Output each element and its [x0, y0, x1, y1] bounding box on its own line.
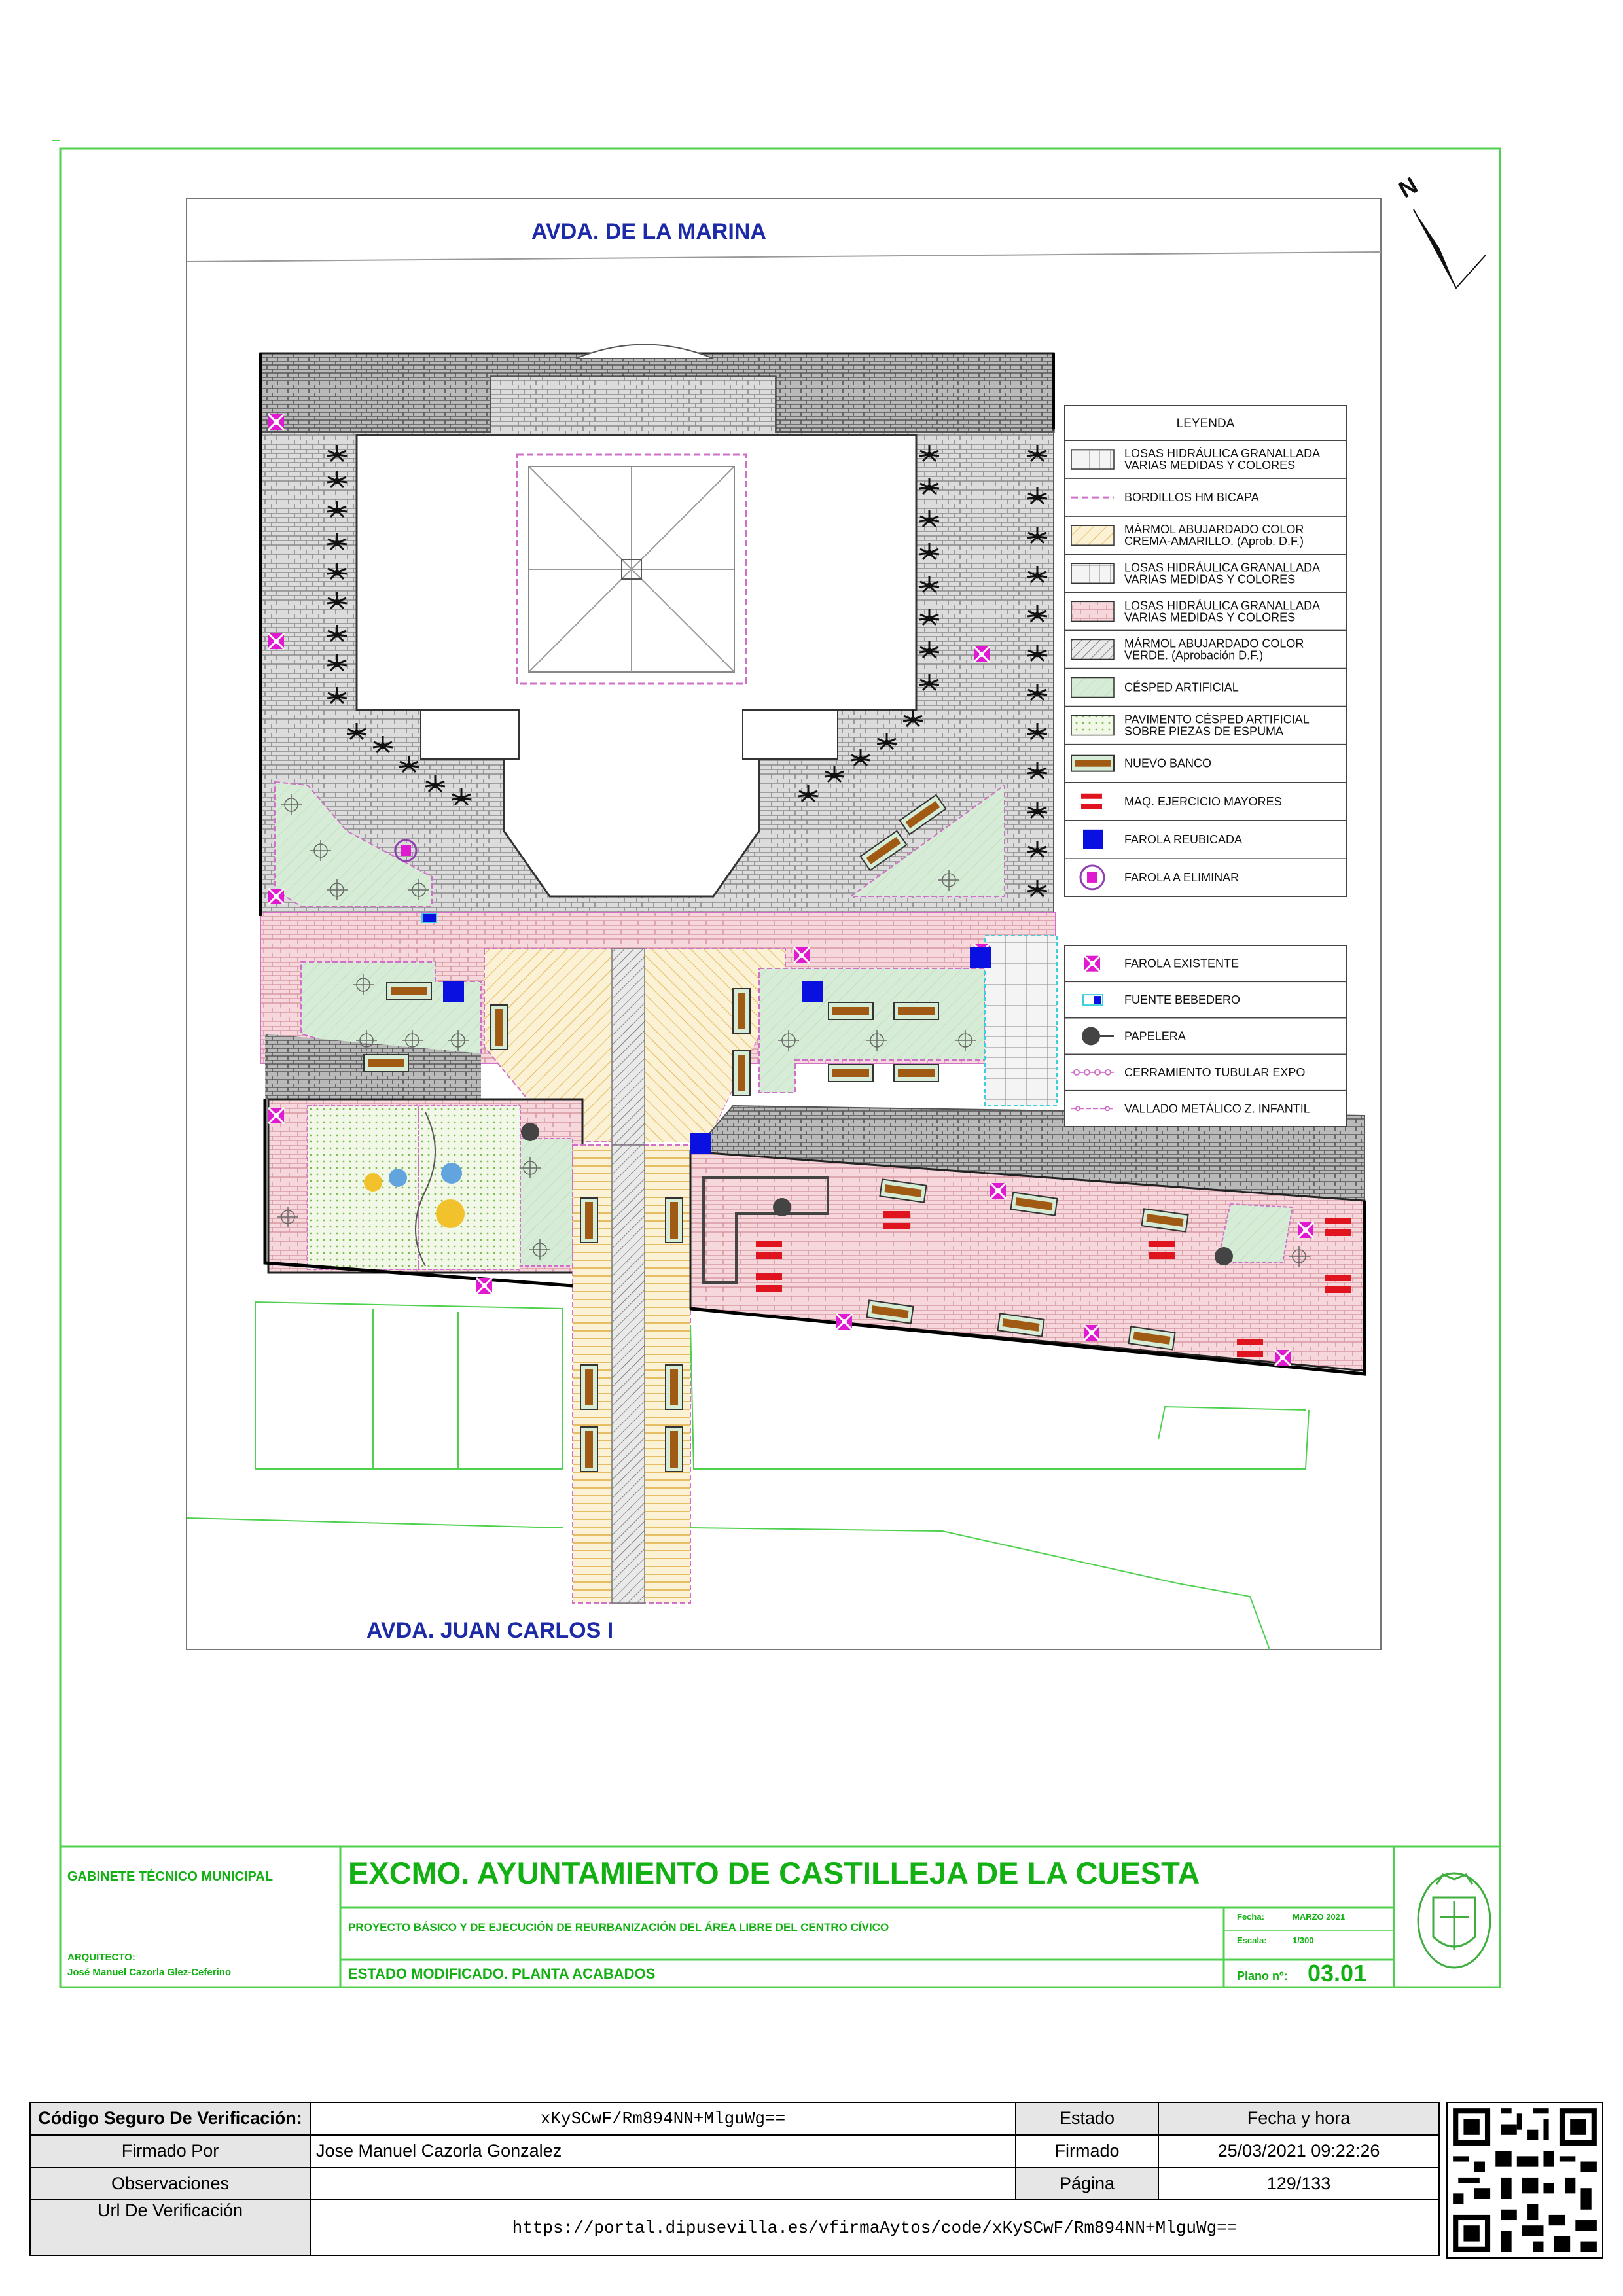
office-name: GABINETE TÉCNICO MUNICIPAL — [67, 1869, 274, 1884]
scale-value: 1/300 — [1293, 1935, 1314, 1945]
svg-text:N: N — [1393, 171, 1422, 203]
plan-number: 03.01 — [1308, 1960, 1367, 1987]
pagina-value: 129/133 — [1158, 2168, 1439, 2200]
legend-item-label: FAROLA REUBICADA — [1124, 832, 1243, 846]
legend-item-label: MÁRMOL ABUJARDADO COLOR CREMA-AMARILLO. (Aprob. D.F.) — [1124, 523, 1304, 548]
verification-table — [29, 2102, 1440, 2256]
fountain-icon — [422, 913, 437, 923]
pavilion — [517, 455, 746, 684]
street-south-label: AVDA. JUAN CARLOS I — [366, 1618, 614, 1643]
pagina-label: Página — [1016, 2168, 1158, 2200]
legend-item — [1071, 447, 1320, 472]
legend-item-label: LOSAS HIDRÁULICA GRANALLADA VARIAS MEDIDAS Y COLORES — [1124, 447, 1321, 472]
neighbor-plots — [187, 1302, 1309, 1650]
csv-label: Código Seguro De Verificación: — [30, 2102, 310, 2135]
url-value[interactable]: https://portal.dipusevilla.es/vfirmaAytos/code/xKySCwF/Rm894NN+MlguWg== — [310, 2200, 1439, 2255]
legend-item-label: FUENTE BEBEDERO — [1124, 993, 1241, 1007]
architect-label: ARQUITECTO: — [67, 1952, 135, 1963]
legend-item-label: MAQ. EJERCICIO MAYORES — [1124, 794, 1282, 808]
legend-item-label: MÁRMOL ABUJARDADO COLOR VERDE. (Aprobación D.F.) — [1124, 637, 1304, 662]
fecha-value: 25/03/2021 09:22:26 — [1158, 2135, 1439, 2168]
legend-item-label: PAPELERA — [1124, 1029, 1186, 1043]
legend-box — [1065, 406, 1346, 896]
scale-label: Escala: — [1237, 1935, 1267, 1945]
project-title: PROYECTO BÁSICO Y DE EJECUCIÓN DE REURBANIZACIÓN DEL ÁREA LIBRE DEL CENTRO CÍVICO — [348, 1921, 889, 1934]
council-title: EXCMO. AYUNTAMIENTO DE CASTILLEJA DE LA CUESTA — [348, 1856, 1200, 1890]
legend-item-label: FAROLA EXISTENTE — [1124, 957, 1240, 970]
legend-item-label: LOSAS HIDRÁULICA GRANALLADA VARIAS MEDIDAS Y COLORES — [1124, 561, 1321, 586]
legend-item-label: VALLADO METÁLICO Z. INFANTIL — [1124, 1102, 1310, 1116]
firmado-por-label: Firmado Por — [30, 2135, 310, 2168]
legend-item-label: CÉSPED ARTIFICIAL — [1124, 680, 1239, 694]
legend-item-label: NUEVO BANCO — [1124, 756, 1212, 770]
date-value: MARZO 2021 — [1293, 1912, 1346, 1922]
legend-item-label: CERRAMIENTO TUBULAR EXPO — [1124, 1065, 1306, 1079]
north-arrow-icon — [1394, 171, 1486, 288]
legend-item-label: FAROLA A ELIMINAR — [1124, 870, 1240, 884]
sheet-title: ESTADO MODIFICADO. PLANTA ACABADOS — [348, 1966, 656, 1982]
legend-item-label: BORDILLOS HM BICAPA — [1124, 491, 1259, 504]
architect-name: José Manuel Cazorla Glez-Ceferino — [67, 1967, 232, 1978]
street-north-label: AVDA. DE LA MARINA — [531, 219, 766, 244]
legend-title: LEYENDA — [1176, 417, 1235, 431]
estado-label: Estado — [1016, 2102, 1158, 2135]
url-label: Url De Verificación — [30, 2200, 310, 2255]
csv-value: xKySCwF/Rm894NN+MlguWg== — [310, 2102, 1016, 2135]
observaciones-label: Observaciones — [30, 2168, 310, 2200]
observaciones-value — [310, 2168, 1016, 2200]
qr-code-icon — [1446, 2102, 1603, 2259]
firmado-por-value: Jose Manuel Cazorla Gonzalez — [310, 2135, 1016, 2168]
date-label: Fecha: — [1237, 1912, 1264, 1922]
estado-value: Firmado — [1016, 2135, 1158, 2168]
fecha-label: Fecha y hora — [1158, 2102, 1439, 2135]
legend-item-label: LOSAS HIDRÁULICA GRANALLADA VARIAS MEDIDAS Y COLORES — [1124, 599, 1321, 624]
legend-box-2 — [1065, 945, 1346, 1127]
plan-label: Plano nº: — [1237, 1969, 1288, 1983]
municipal-seal-icon — [1418, 1873, 1490, 1968]
legend-item-label: PAVIMENTO CÉSPED ARTIFICIAL SOBRE PIEZAS DE ESPUMA — [1124, 713, 1310, 738]
